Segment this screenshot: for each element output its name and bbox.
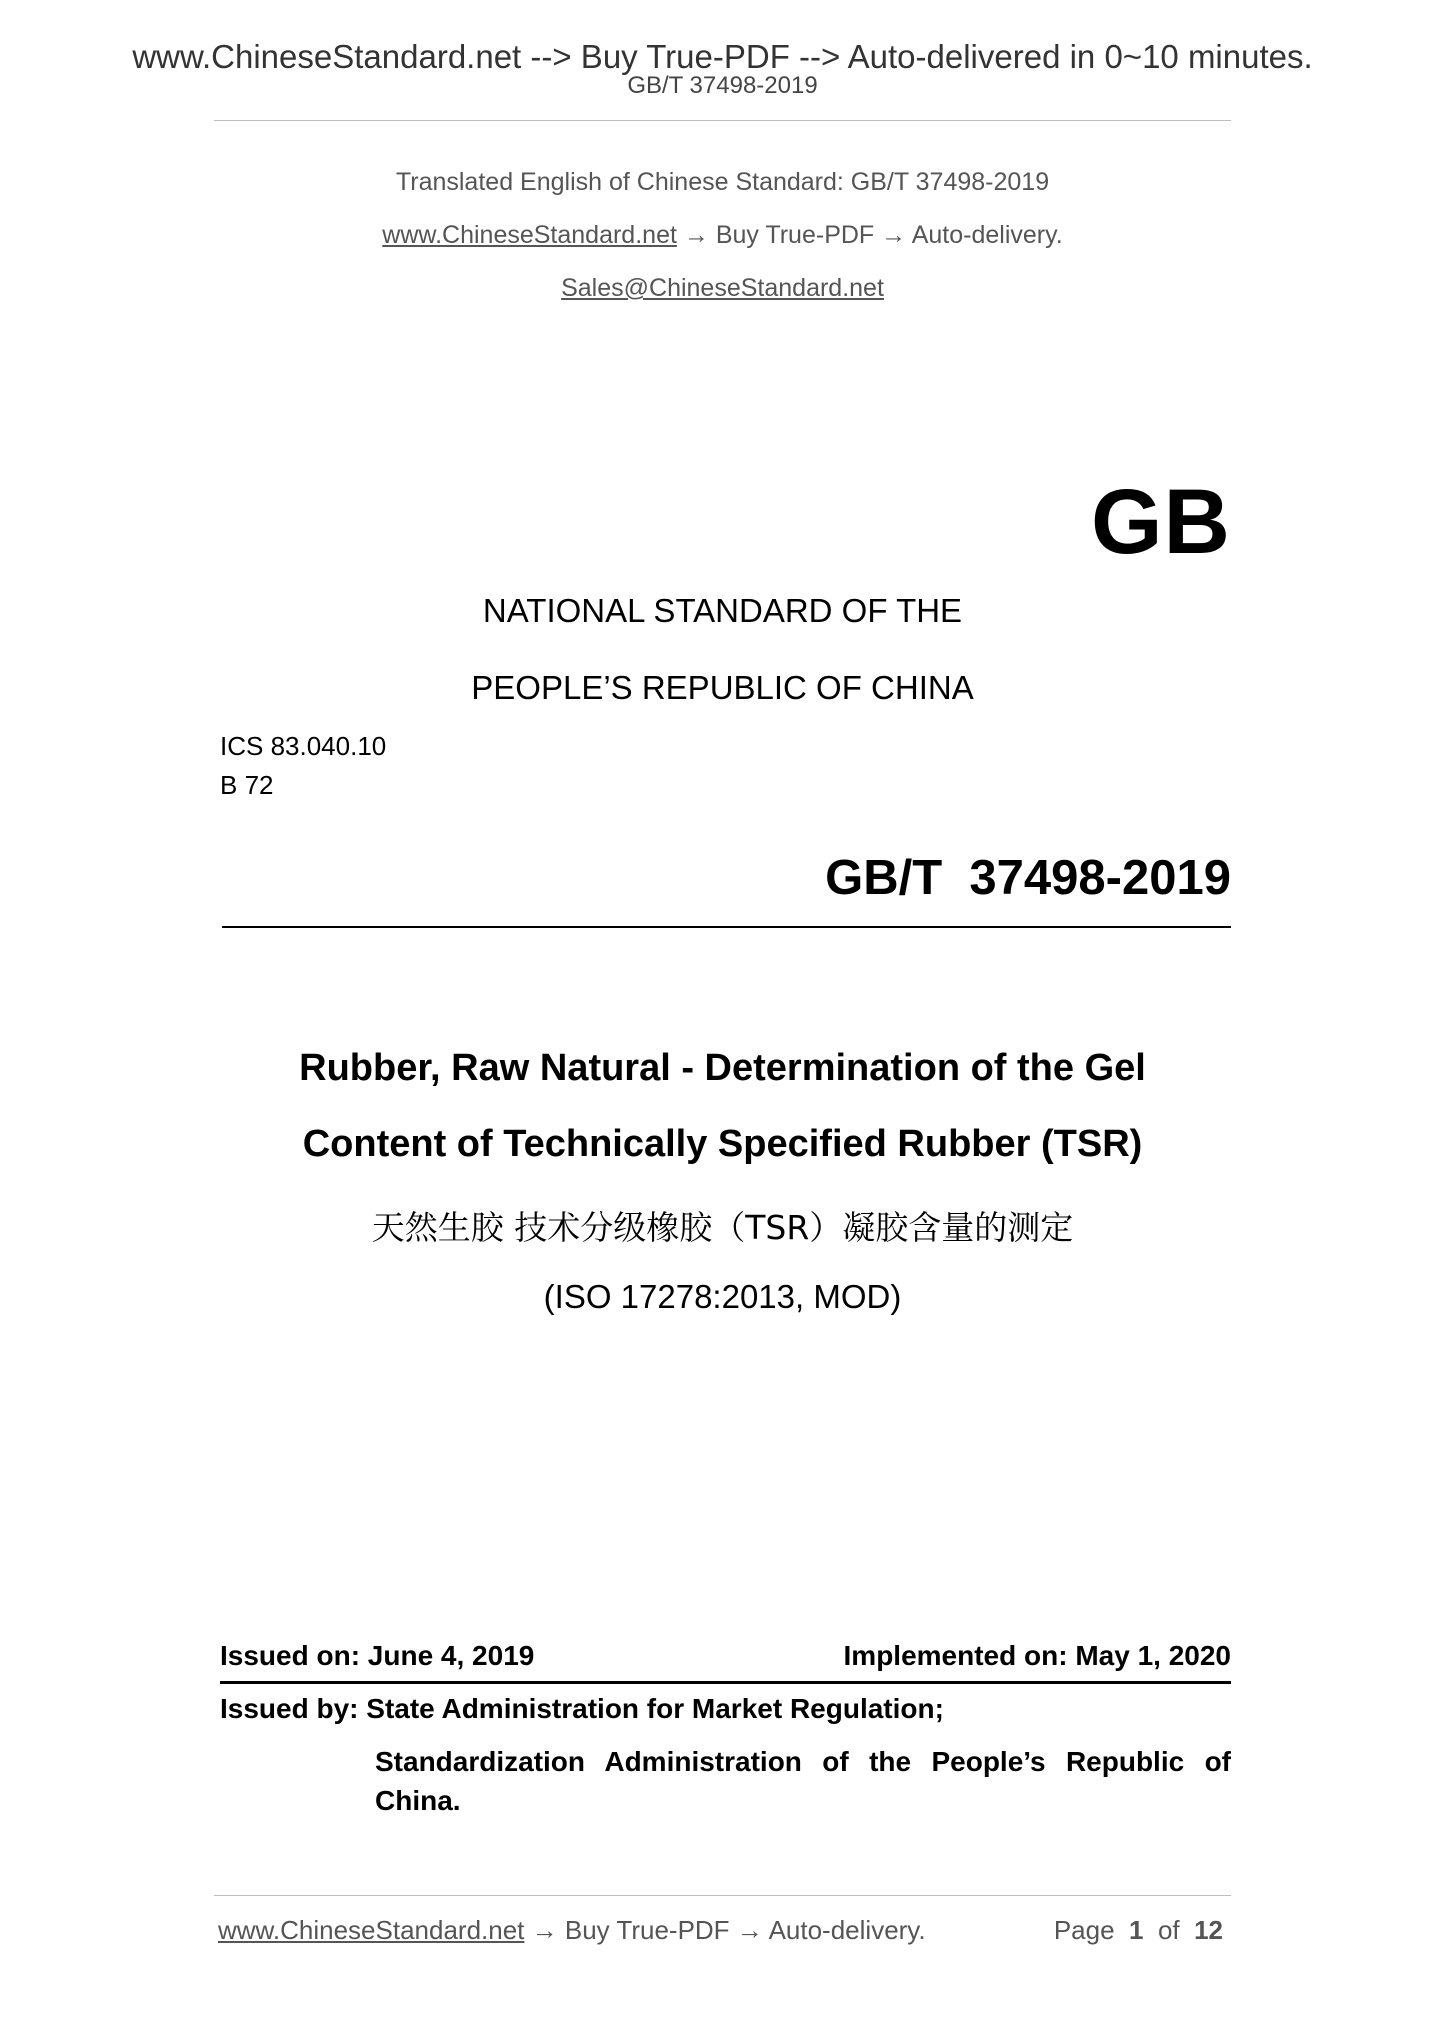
title-cn: 天然生胶 技术分级橡胶（TSR）凝胶含量的测定 — [371, 1208, 1074, 1247]
footer-site — [218, 1915, 926, 1946]
header-divider — [214, 120, 1231, 121]
top-banner: www.ChineseStandard.net --> Buy True-PDF --> Auto-delivered in 0~10 minutes. — [132, 38, 1313, 75]
footer-suffix: → Buy True-PDF → Auto-delivery. — [524, 1915, 926, 1945]
of-label: of — [1157, 1915, 1180, 1945]
email-line — [0, 274, 1445, 303]
footer-divider — [214, 1895, 1231, 1896]
national-standard-line-2: PEOPLE’S REPUBLIC OF CHINA — [471, 669, 974, 706]
standard-number-rule — [222, 926, 1231, 928]
title-en-line-2: Content of Technically Specified Rubber (TSR) — [302, 1123, 1143, 1165]
site-link[interactable]: www.ChineseStandard.net — [382, 221, 677, 249]
page-indicator — [1054, 1915, 1223, 1946]
footer-link[interactable]: www.ChineseStandard.net — [218, 1915, 525, 1945]
iso-reference: (ISO 17278:2013, MOD) — [543, 1278, 902, 1315]
gb-mark: GB — [1091, 471, 1231, 573]
email-link[interactable]: Sales@ChineseStandard.net — [561, 274, 884, 302]
issued-by: Issued by: State Administration for Market Regulation; — [220, 1693, 944, 1724]
issued-by-continued: Standardization Administration of the People’s Republic of — [375, 1746, 1231, 1777]
ccs-code: B 72 — [220, 770, 274, 800]
header-standard-code: GB/T 37498-2019 — [627, 72, 818, 99]
translation-notice: Translated English of Chinese Standard: GB/T 37498-2019 — [395, 168, 1050, 196]
implemented-on: Implemented on: May 1, 2020 — [843, 1640, 1231, 1671]
title-en-line-1: Rubber, Raw Natural - Determination of the Gel — [299, 1047, 1146, 1089]
site-line — [0, 221, 1445, 250]
page-total: 12 — [1194, 1915, 1223, 1945]
standard-number: GB/T 37498-2019 — [825, 851, 1231, 905]
issued-on: Issued on: June 4, 2019 — [220, 1640, 535, 1671]
issued-by-end: China. — [375, 1785, 461, 1816]
national-standard-line-1: NATIONAL STANDARD OF THE — [482, 592, 963, 629]
ics-code: ICS 83.040.10 — [220, 731, 387, 761]
issued-rule — [220, 1681, 1231, 1684]
page-label: Page — [1053, 1915, 1115, 1945]
page-number: 1 — [1129, 1915, 1144, 1945]
site-line-suffix: → Buy True-PDF → Auto-delivery. — [676, 221, 1063, 249]
